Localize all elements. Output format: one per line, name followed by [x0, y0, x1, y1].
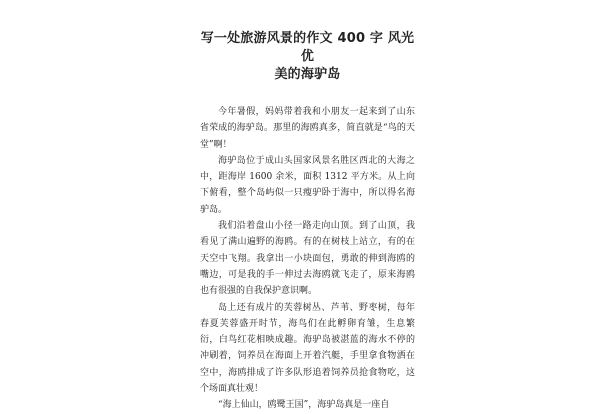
title-line-2: 美的海驴岛: [274, 67, 341, 82]
paragraph-3: 我们沿着盘山小径一路走向山顶。到了山顶，我看见了满山遍野的海鸥。有的在树枝上站立，有的在天空中飞翔。我拿出一小块面包，勇敢的伸到海鸥的嘴边，可是我的手一伸过去海鸥就飞走了，原来海鸥也有很强的自我保护意识啊。: [200, 221, 415, 297]
paragraph-4: 岛上还有成片的芙蓉树丛、芦苇、野枣树，每年春夏芙蓉盛开时节，海鸟们在此孵卵育雏，生息繁衍，白鸟红花相映成趣。海驴岛被湛蓝的海水不停的冲刷着，饲养员在海面上开着汽艇，手里拿食物洒在空中，海鸥排成了许多队形追着饲养员抢食物吃，这个场面真壮观！: [200, 302, 415, 395]
document-title: [200, 30, 415, 84]
paragraph-5: “海上仙山，鸥鹭王国”，海驴岛真是一座自: [218, 400, 390, 411]
document-page: [200, 30, 415, 414]
paragraph-1: 今年暑假，妈妈带着我和小朋友一起来到了山东省荣成的海驴岛。那里的海鸥真多，简直就是“鸟的天堂”啊！: [200, 107, 415, 150]
paragraph-2: 海驴岛位于成山头国家风景名胜区西北的大海之中，距海岸 1600 余米，面积 1312 平方米。从上向下俯看，整个岛屿似一只瘦驴卧于海中，所以得名海驴岛。: [200, 155, 415, 215]
title-line-1: 写一处旅游风景的作文 400 字 风光优: [200, 31, 415, 64]
